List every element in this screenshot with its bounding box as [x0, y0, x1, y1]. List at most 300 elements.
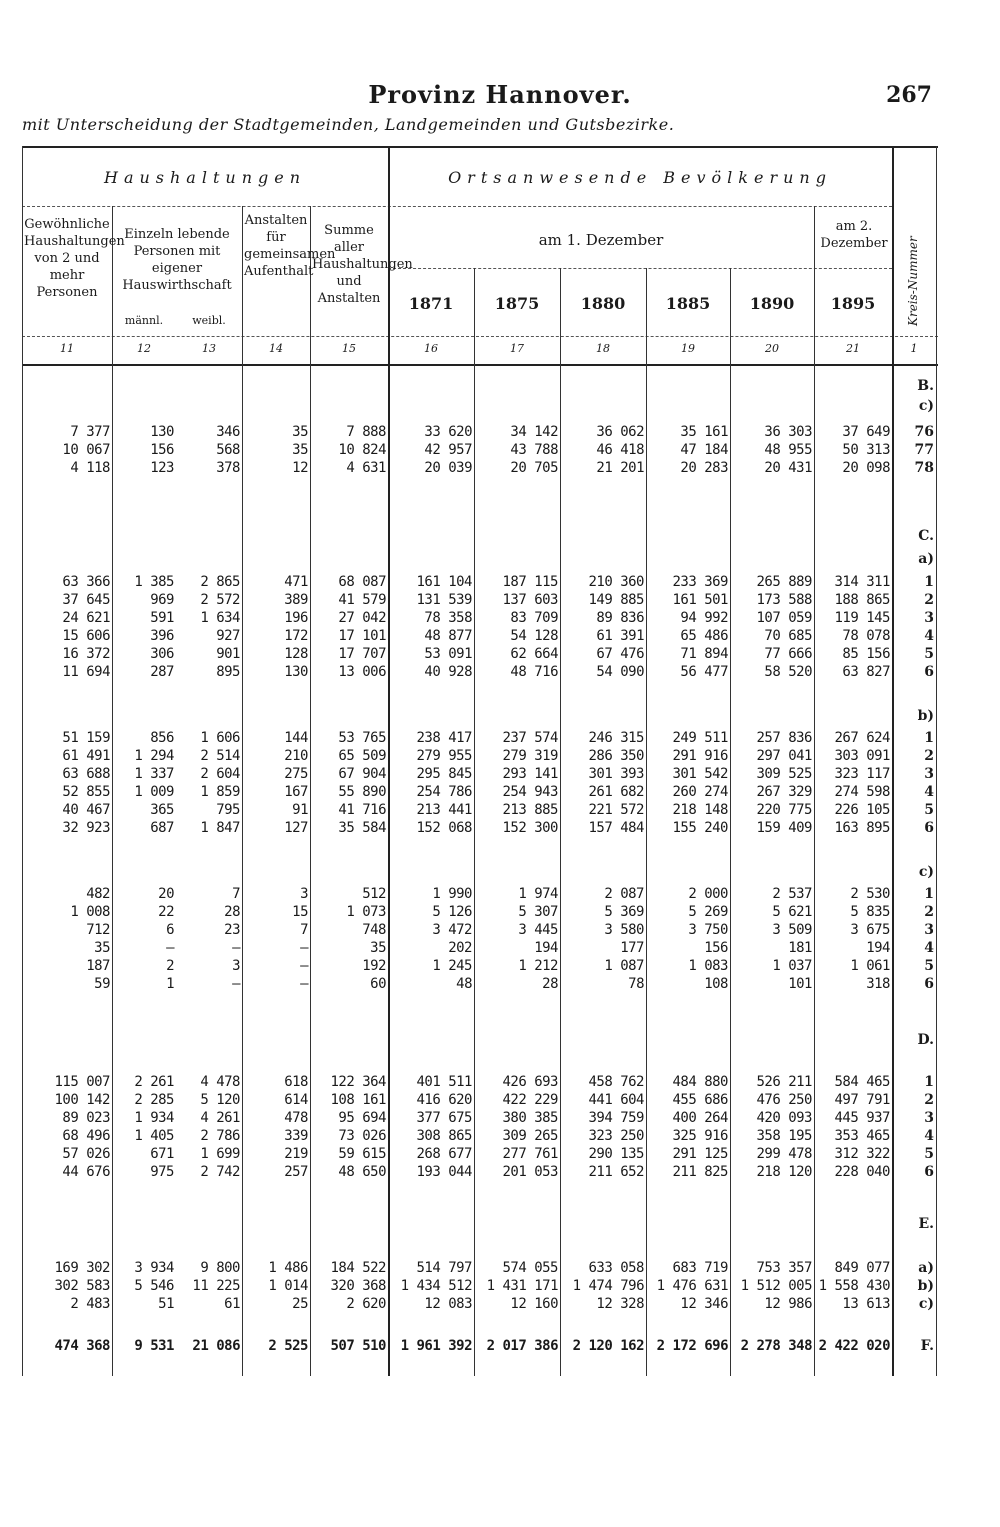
table-cell: 3 750: [688, 922, 728, 938]
row-label: c): [918, 864, 934, 880]
row-label: 3: [924, 766, 934, 782]
table-cell: 210: [284, 748, 308, 764]
table-cell: 2 865: [200, 574, 240, 590]
table-cell: 35 584: [338, 820, 386, 836]
table-cell: 228 040: [834, 1164, 890, 1180]
table-cell: 68 496: [62, 1128, 110, 1144]
table-cell: 299 478: [756, 1146, 812, 1162]
table-cell: 36 062: [596, 424, 644, 440]
table-cell: 78: [628, 976, 644, 992]
table-cell: 353 465: [834, 1128, 890, 1144]
table-cell: 2 285: [134, 1092, 174, 1108]
table-cell: 795: [216, 802, 240, 818]
table-cell: 927: [216, 628, 240, 644]
table-cell: 2 000: [688, 886, 728, 902]
row-label: 78: [914, 460, 934, 476]
table-cell: 34 142: [510, 424, 558, 440]
table-cell: 474 368: [54, 1338, 110, 1354]
rule-v-18: [646, 268, 647, 1376]
table-cell: 177: [620, 940, 644, 956]
table-cell: 94 992: [680, 610, 728, 626]
table-cell: 12: [292, 460, 308, 476]
table-cell: 249 511: [672, 730, 728, 746]
table-cell: 394 759: [588, 1110, 644, 1126]
table-cell: 237 574: [502, 730, 558, 746]
row-label: 6: [924, 664, 934, 680]
table-cell: 3 580: [604, 922, 644, 938]
table-cell: 969: [150, 592, 174, 608]
table-cell: 187 115: [502, 574, 558, 590]
table-cell: 261 682: [588, 784, 644, 800]
table-cell: 312 322: [834, 1146, 890, 1162]
table-cell: 265 889: [756, 574, 812, 590]
table-cell: 318: [866, 976, 890, 992]
table-cell: 44 676: [62, 1164, 110, 1180]
table-cell: 218 120: [756, 1164, 812, 1180]
table-cell: 127: [284, 820, 308, 836]
table-cell: 2 483: [70, 1296, 110, 1312]
table-cell: 478: [284, 1110, 308, 1126]
table-cell: —: [232, 940, 240, 956]
rule-v-20: [814, 206, 815, 1376]
table-cell: 50 313: [842, 442, 890, 458]
table-cell: 3 445: [518, 922, 558, 938]
page-number: 267: [886, 82, 932, 108]
table-cell: 25: [292, 1296, 308, 1312]
row-label: E.: [918, 1216, 934, 1232]
table-cell: 445 937: [834, 1110, 890, 1126]
table-cell: 389: [284, 592, 308, 608]
rule-top: [22, 146, 938, 148]
table-cell: 2 120 162: [572, 1338, 644, 1354]
table-cell: 20 098: [842, 460, 890, 476]
table-cell: 380 385: [502, 1110, 558, 1126]
row-label: 3: [924, 1110, 934, 1126]
table-cell: 37 649: [842, 424, 890, 440]
table-cell: 155 240: [672, 820, 728, 836]
header-col12-sub: männl.: [124, 314, 164, 327]
table-cell: 975: [150, 1164, 174, 1180]
colnum-1: 1: [910, 342, 918, 355]
table-cell: 188 865: [834, 592, 890, 608]
table-cell: 254 943: [502, 784, 558, 800]
table-cell: 5 369: [604, 904, 644, 920]
row-label: 4: [924, 940, 934, 956]
table-cell: 614: [284, 1092, 308, 1108]
table-cell: 15: [292, 904, 308, 920]
table-cell: 107 059: [756, 610, 812, 626]
table-cell: 2 172 696: [656, 1338, 728, 1354]
table-cell: 287: [150, 664, 174, 680]
table-cell: 46 418: [596, 442, 644, 458]
table-cell: 5 307: [518, 904, 558, 920]
colnum-19: 19: [681, 342, 695, 355]
table-cell: 144: [284, 730, 308, 746]
table-cell: 1 385: [134, 574, 174, 590]
page-subtitle: mit Unterscheidung der Stadtgemeinden, Landgemeinden und Gutsbezirke.: [22, 115, 675, 134]
table-cell: 17 707: [338, 646, 386, 662]
table-cell: 37 645: [62, 592, 110, 608]
table-cell: 48 716: [510, 664, 558, 680]
table-cell: 128: [284, 646, 308, 662]
table-cell: 4 118: [70, 460, 110, 476]
table-cell: 5 621: [772, 904, 812, 920]
table-cell: 422 229: [502, 1092, 558, 1108]
table-cell: 309 265: [502, 1128, 558, 1144]
table-cell: 286 350: [588, 748, 644, 764]
row-label: 4: [924, 1128, 934, 1144]
table-cell: 89 023: [62, 1110, 110, 1126]
row-label: 5: [924, 802, 934, 818]
table-cell: 484 880: [672, 1074, 728, 1090]
table-cell: 123: [150, 460, 174, 476]
table-cell: 59: [94, 976, 110, 992]
table-cell: 63 688: [62, 766, 110, 782]
table-cell: 254 786: [416, 784, 472, 800]
table-cell: 20: [158, 886, 174, 902]
table-cell: 211 825: [672, 1164, 728, 1180]
table-cell: 52 855: [62, 784, 110, 800]
table-cell: —: [300, 940, 308, 956]
header-dec1: am 1. Dezember: [538, 231, 664, 249]
table-cell: 36 303: [764, 424, 812, 440]
table-cell: 12 346: [680, 1296, 728, 1312]
table-cell: 20 431: [764, 460, 812, 476]
table-cell: 163 895: [834, 820, 890, 836]
table-cell: 41 579: [338, 592, 386, 608]
table-cell: 10 067: [62, 442, 110, 458]
table-cell: 1 474 796: [572, 1278, 644, 1294]
table-cell: 53 091: [424, 646, 472, 662]
table-cell: 267 624: [834, 730, 890, 746]
table-cell: 5 120: [200, 1092, 240, 1108]
table-cell: 1 083: [688, 958, 728, 974]
table-cell: 5 269: [688, 904, 728, 920]
colnum-12: 12: [137, 342, 151, 355]
table-cell: 53 765: [338, 730, 386, 746]
table-cell: 137 603: [502, 592, 558, 608]
table-cell: 1 476 631: [656, 1278, 728, 1294]
table-cell: 257 836: [756, 730, 812, 746]
table-cell: 131 539: [416, 592, 472, 608]
table-cell: 5 546: [134, 1278, 174, 1294]
table-cell: —: [232, 976, 240, 992]
table-cell: 507 510: [330, 1338, 386, 1354]
table-cell: 194: [866, 940, 890, 956]
table-cell: 65 486: [680, 628, 728, 644]
table-cell: 683 719: [672, 1260, 728, 1276]
table-cell: 28: [542, 976, 558, 992]
table-cell: 2 604: [200, 766, 240, 782]
table-cell: 226 105: [834, 802, 890, 818]
table-cell: 156: [704, 940, 728, 956]
table-cell: 1 009: [134, 784, 174, 800]
row-label: 3: [924, 922, 934, 938]
header-col15: Summe aller Haushaltungen und Anstalten: [312, 223, 413, 306]
table-cell: 290 135: [588, 1146, 644, 1162]
table-cell: 246 315: [588, 730, 644, 746]
rule-v-17: [560, 268, 561, 1376]
table-cell: 51: [158, 1296, 174, 1312]
table-cell: 108: [704, 976, 728, 992]
table-cell: 2 537: [772, 886, 812, 902]
row-label: 5: [924, 1146, 934, 1162]
table-cell: 91: [292, 802, 308, 818]
header-col14: Anstalten für gemeinsamen Aufenthalt: [244, 213, 336, 279]
table-cell: 396: [150, 628, 174, 644]
table-cell: 1 974: [518, 886, 558, 902]
table-cell: 295 845: [416, 766, 472, 782]
year-1880: 1880: [580, 294, 626, 313]
table-cell: 901: [216, 646, 240, 662]
table-cell: 514 797: [416, 1260, 472, 1276]
table-cell: 323 117: [834, 766, 890, 782]
table-cell: 59 615: [338, 1146, 386, 1162]
table-cell: 119 145: [834, 610, 890, 626]
table-cell: 11 225: [192, 1278, 240, 1294]
table-cell: 55 890: [338, 784, 386, 800]
table-cell: 219: [284, 1146, 308, 1162]
table-cell: 268 677: [416, 1146, 472, 1162]
table-cell: 201 053: [502, 1164, 558, 1180]
row-label: 1: [924, 1074, 934, 1090]
table-cell: 78 078: [842, 628, 890, 644]
table-cell: 426 693: [502, 1074, 558, 1090]
table-cell: 196: [284, 610, 308, 626]
table-cell: 4 631: [346, 460, 386, 476]
table-cell: 70 685: [764, 628, 812, 644]
row-label: b): [917, 708, 934, 724]
table-cell: 108 161: [330, 1092, 386, 1108]
table-cell: 181: [788, 940, 812, 956]
table-cell: 61 391: [596, 628, 644, 644]
table-cell: 61 491: [62, 748, 110, 764]
table-cell: 2 422 020: [818, 1338, 890, 1354]
row-label: 77: [914, 442, 934, 458]
header-kreis: [906, 176, 926, 336]
table-cell: 73 026: [338, 1128, 386, 1144]
table-cell: 156: [150, 442, 174, 458]
table-cell: 23: [224, 922, 240, 938]
table-cell: 213 441: [416, 802, 472, 818]
table-cell: 1 934: [134, 1110, 174, 1126]
table-cell: 130: [284, 664, 308, 680]
colnum-13: 13: [202, 342, 216, 355]
table-cell: 358 195: [756, 1128, 812, 1144]
row-label: C.: [918, 528, 934, 544]
colnum-16: 16: [424, 342, 438, 355]
table-cell: 85 156: [842, 646, 890, 662]
table-cell: 2 620: [346, 1296, 386, 1312]
table-cell: 671: [150, 1146, 174, 1162]
table-cell: 63 827: [842, 664, 890, 680]
colnum-15: 15: [342, 342, 356, 355]
table-cell: 12 083: [424, 1296, 472, 1312]
table-cell: 100 142: [54, 1092, 110, 1108]
table-cell: 20 039: [424, 460, 472, 476]
table-cell: 11 694: [62, 664, 110, 680]
table-cell: 33 620: [424, 424, 472, 440]
header-col11: Gewöhnliche Haushaltungen von 2 und mehr Personen: [24, 217, 125, 300]
table-cell: 3 509: [772, 922, 812, 938]
year-1871: 1871: [408, 294, 454, 313]
table-cell: 7: [300, 922, 308, 938]
table-cell: 67 904: [338, 766, 386, 782]
table-cell: 71 894: [680, 646, 728, 662]
table-cell: 471: [284, 574, 308, 590]
header-dec2: am 2. Dezember: [820, 219, 888, 251]
table-cell: 40 467: [62, 802, 110, 818]
table-cell: 482: [86, 886, 110, 902]
table-cell: 277 761: [502, 1146, 558, 1162]
table-cell: 43 788: [510, 442, 558, 458]
colnum-14: 14: [269, 342, 283, 355]
table-cell: 62 664: [510, 646, 558, 662]
table-cell: 257: [284, 1164, 308, 1180]
table-cell: 1 699: [200, 1146, 240, 1162]
year-1875: 1875: [494, 294, 540, 313]
table-cell: 13 613: [842, 1296, 890, 1312]
table-cell: 159 409: [756, 820, 812, 836]
table-cell: 441 604: [588, 1092, 644, 1108]
table-cell: 2 530: [850, 886, 890, 902]
colnum-21: 21: [846, 342, 860, 355]
table-cell: 54 128: [510, 628, 558, 644]
table-cell: 101: [788, 976, 812, 992]
table-cell: 3 675: [850, 922, 890, 938]
table-cell: 308 865: [416, 1128, 472, 1144]
table-cell: 267 329: [756, 784, 812, 800]
table-cell: 32 923: [62, 820, 110, 836]
table-cell: 400 264: [672, 1110, 728, 1126]
table-cell: 173 588: [756, 592, 812, 608]
table-cell: 1 061: [850, 958, 890, 974]
table-cell: 7 888: [346, 424, 386, 440]
table-cell: 7: [232, 886, 240, 902]
colnum-17: 17: [510, 342, 524, 355]
table-cell: 89 836: [596, 610, 644, 626]
table-cell: 748: [362, 922, 386, 938]
table-cell: 377 675: [416, 1110, 472, 1126]
table-cell: 2: [166, 958, 174, 974]
table-cell: 297 041: [756, 748, 812, 764]
table-cell: 309 525: [756, 766, 812, 782]
row-label: 6: [924, 820, 934, 836]
table-cell: 401 511: [416, 1074, 472, 1090]
table-cell: 618: [284, 1074, 308, 1090]
year-1885: 1885: [665, 294, 711, 313]
rule-v-16: [474, 268, 475, 1376]
table-cell: 455 686: [672, 1092, 728, 1108]
rule-v-13: [242, 206, 243, 1376]
table-cell: 187: [86, 958, 110, 974]
table-cell: 574 055: [502, 1260, 558, 1276]
row-label: 76: [914, 424, 934, 440]
table-cell: 420 093: [756, 1110, 812, 1126]
table-cell: 16 372: [62, 646, 110, 662]
table-cell: 293 141: [502, 766, 558, 782]
row-label: 2: [924, 748, 934, 764]
statistics-table: [22, 146, 938, 1376]
page-title: Provinz Hannover.: [368, 80, 632, 109]
table-cell: —: [300, 976, 308, 992]
table-cell: 35 161: [680, 424, 728, 440]
table-cell: 238 417: [416, 730, 472, 746]
row-label: c): [918, 398, 934, 414]
table-cell: 35: [292, 424, 308, 440]
table-cell: 1 014: [268, 1278, 308, 1294]
table-cell: —: [300, 958, 308, 974]
row-label: 5: [924, 958, 934, 974]
table-cell: 2 087: [604, 886, 644, 902]
table-cell: 28: [224, 904, 240, 920]
table-cell: 2 742: [200, 1164, 240, 1180]
table-cell: 279 319: [502, 748, 558, 764]
rule-v-14: [310, 206, 311, 1376]
row-label: 2: [924, 1092, 934, 1108]
table-cell: 21 086: [192, 1338, 240, 1354]
row-label: 2: [924, 592, 934, 608]
table-cell: 279 955: [416, 748, 472, 764]
table-cell: 56 477: [680, 664, 728, 680]
table-cell: 67 476: [596, 646, 644, 662]
table-cell: 1 961 392: [400, 1338, 472, 1354]
table-cell: 325 916: [672, 1128, 728, 1144]
table-cell: 35: [94, 940, 110, 956]
table-cell: 24 621: [62, 610, 110, 626]
table-cell: 51 159: [62, 730, 110, 746]
row-label: 3: [924, 610, 934, 626]
table-cell: 58 520: [764, 664, 812, 680]
table-cell: 5 835: [850, 904, 890, 920]
table-cell: 3: [232, 958, 240, 974]
table-cell: 1 847: [200, 820, 240, 836]
table-cell: 152 068: [416, 820, 472, 836]
table-cell: 192: [362, 958, 386, 974]
table-cell: 6: [166, 922, 174, 938]
table-cell: 233 369: [672, 574, 728, 590]
table-cell: 1 405: [134, 1128, 174, 1144]
table-cell: 13 006: [338, 664, 386, 680]
table-cell: 1 294: [134, 748, 174, 764]
table-cell: 1 431 171: [486, 1278, 558, 1294]
table-cell: 15 606: [62, 628, 110, 644]
table-cell: 161 501: [672, 592, 728, 608]
table-cell: 63 366: [62, 574, 110, 590]
table-cell: 218 148: [672, 802, 728, 818]
row-label: B.: [917, 378, 934, 394]
row-label: b): [917, 1278, 934, 1294]
table-cell: 3 934: [134, 1260, 174, 1276]
table-cell: 1 486: [268, 1260, 308, 1276]
row-label: 4: [924, 784, 934, 800]
row-label: F.: [920, 1338, 934, 1354]
colnum-18: 18: [596, 342, 610, 355]
rule-v-19: [730, 268, 731, 1376]
table-cell: 895: [216, 664, 240, 680]
rule-header-bottom: [22, 364, 938, 366]
row-label: 6: [924, 1164, 934, 1180]
table-cell: 274 598: [834, 784, 890, 800]
table-cell: 568: [216, 442, 240, 458]
rule-year-sub: [388, 268, 892, 269]
table-cell: 260 274: [672, 784, 728, 800]
table-cell: 458 762: [588, 1074, 644, 1090]
table-cell: 60: [370, 976, 386, 992]
table-cell: 1 073: [346, 904, 386, 920]
table-cell: 12 986: [764, 1296, 812, 1312]
table-cell: 9 800: [200, 1260, 240, 1276]
